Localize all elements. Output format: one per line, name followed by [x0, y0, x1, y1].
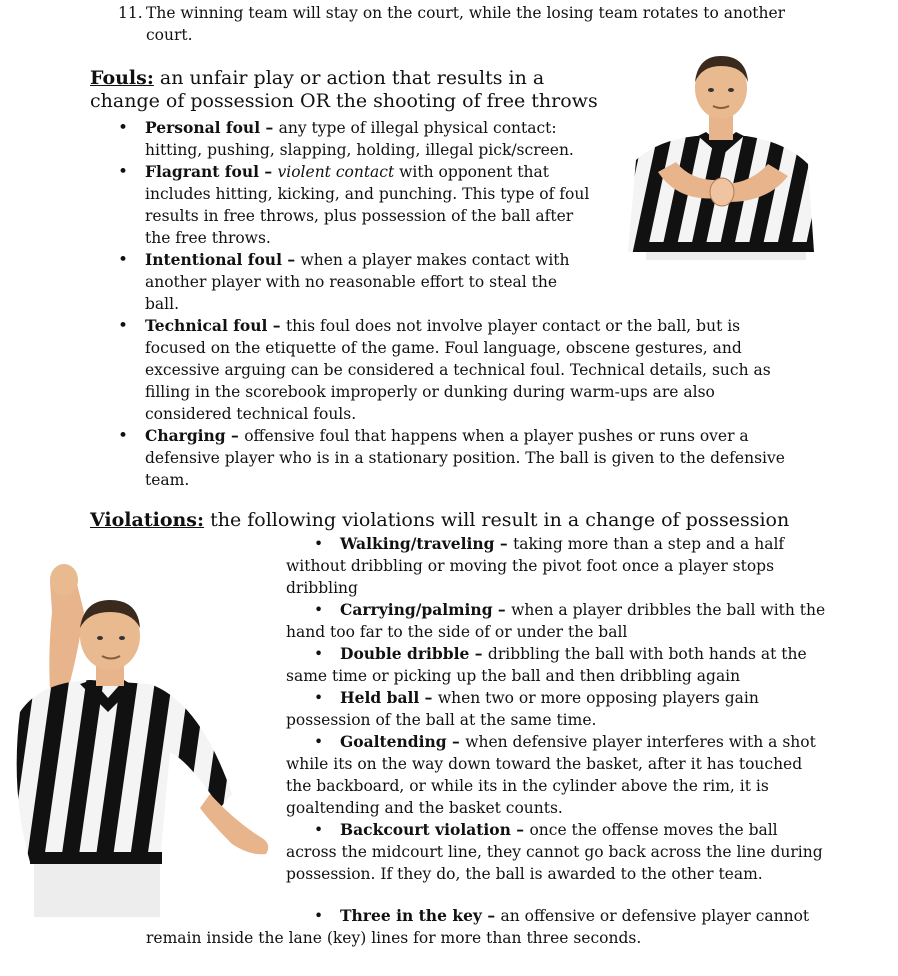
foul-text: any type of illegal physical contact: hitting, pushing, slapping, holding, illegal pick/screen.: [145, 119, 574, 159]
violations-heading-label: Violations:: [90, 509, 205, 531]
fouls-heading: [90, 67, 610, 113]
violation-term: Three in the key –: [340, 906, 501, 925]
foul-item-personal: [118, 117, 585, 161]
bullet: •: [314, 689, 324, 707]
violations-list: [286, 533, 826, 885]
foul-term: Charging –: [145, 426, 245, 445]
foul-item-intentional: [118, 249, 585, 315]
violation-item-backcourt: [286, 819, 826, 885]
bullet: •: [314, 733, 324, 751]
bullet: •: [314, 907, 324, 925]
violation-text: taking more than a step and a half without dribbling or moving the pivot foot once a player stops dribbling: [286, 535, 785, 597]
bullet: •: [314, 601, 324, 619]
bullet: •: [314, 821, 324, 839]
item-number: 11.: [118, 4, 143, 22]
violation-item-held-ball: [286, 687, 826, 731]
violation-text: an offensive or defensive player cannot remain inside the lane (key) lines for more than three seconds.: [146, 907, 810, 947]
foul-emphasis: violent contact: [277, 163, 395, 181]
violation-item-walking: [286, 533, 826, 599]
item-text: The winning team will stay on the court, while the losing team rotates to another court.: [146, 4, 786, 44]
foul-term: Personal foul –: [145, 118, 279, 137]
violation-term: Walking/traveling –: [340, 534, 514, 553]
foul-item-technical: [118, 315, 795, 425]
violation-text: when a player dribbles the ball with the hand too far to the side of or under the ball: [286, 601, 826, 641]
violation-item-carrying: [286, 599, 826, 643]
fouls-heading-label: Fouls:: [90, 67, 154, 89]
foul-item-charging: [118, 425, 795, 491]
violation-text: when two or more opposing players gain possession of the ball at the same time.: [286, 689, 759, 729]
bullet: •: [314, 645, 324, 663]
foul-text: this foul does not involve player contact or the ball, but is focused on the etiquette of the game. Foul language, obscene gestures, and excessive arguing can be considered a technical foul. Technical details, such as filling in the scorebook improperly or dunking during warm-ups are also considered technical fouls.: [145, 317, 771, 423]
violations-heading-description: the following violations will result in a change of possession: [204, 509, 790, 531]
violation-term: Goaltending –: [340, 732, 466, 751]
violation-text: once the offense moves the ball across the midcourt line, they cannot go back across the line during possession. If they do, the ball is awarded to the other team.: [286, 821, 823, 883]
foul-text: offensive foul that happens when a player pushes or runs over a defensive player who is in a stationary position. The ball is given to the defensive team.: [145, 427, 785, 489]
violation-term: Held ball –: [340, 688, 438, 707]
violation-item-goaltending: [286, 731, 826, 819]
violation-term: Double dribble –: [340, 644, 488, 663]
foul-text: when a player makes contact with another player with no reasonable effort to steal the ball.: [145, 251, 570, 313]
violation-item-double-dribble: [286, 643, 826, 687]
violations-heading: [90, 509, 790, 532]
violation-term: Backcourt violation –: [340, 820, 530, 839]
bullet: •: [314, 535, 324, 553]
foul-term: Flagrant foul –: [145, 162, 278, 181]
referee-violation-signal-image: [0, 562, 272, 917]
violation-text: dribbling the ball with both hands at the same time or picking up the ball and then dribbling again: [286, 645, 807, 685]
foul-item-flagrant: [118, 161, 595, 249]
referee-foul-signal-image: [618, 52, 823, 260]
foul-term: Intentional foul –: [145, 250, 301, 269]
violation-text: when defensive player interferes with a shot while its on the way down toward the basket, after it has touched the backboard, or while its in the cylinder above the rim, it is goaltending and the basket counts.: [286, 733, 816, 817]
foul-term: Technical foul –: [145, 316, 286, 335]
foul-text: with opponent that includes hitting, kicking, and punching. This type of foul results in free throws, plus possession of the ball after the free throws.: [145, 163, 590, 247]
violation-term: Carrying/palming –: [340, 600, 512, 619]
fouls-heading-description: an unfair play or action that results in a change of possession OR the shooting of free throws: [90, 67, 598, 112]
